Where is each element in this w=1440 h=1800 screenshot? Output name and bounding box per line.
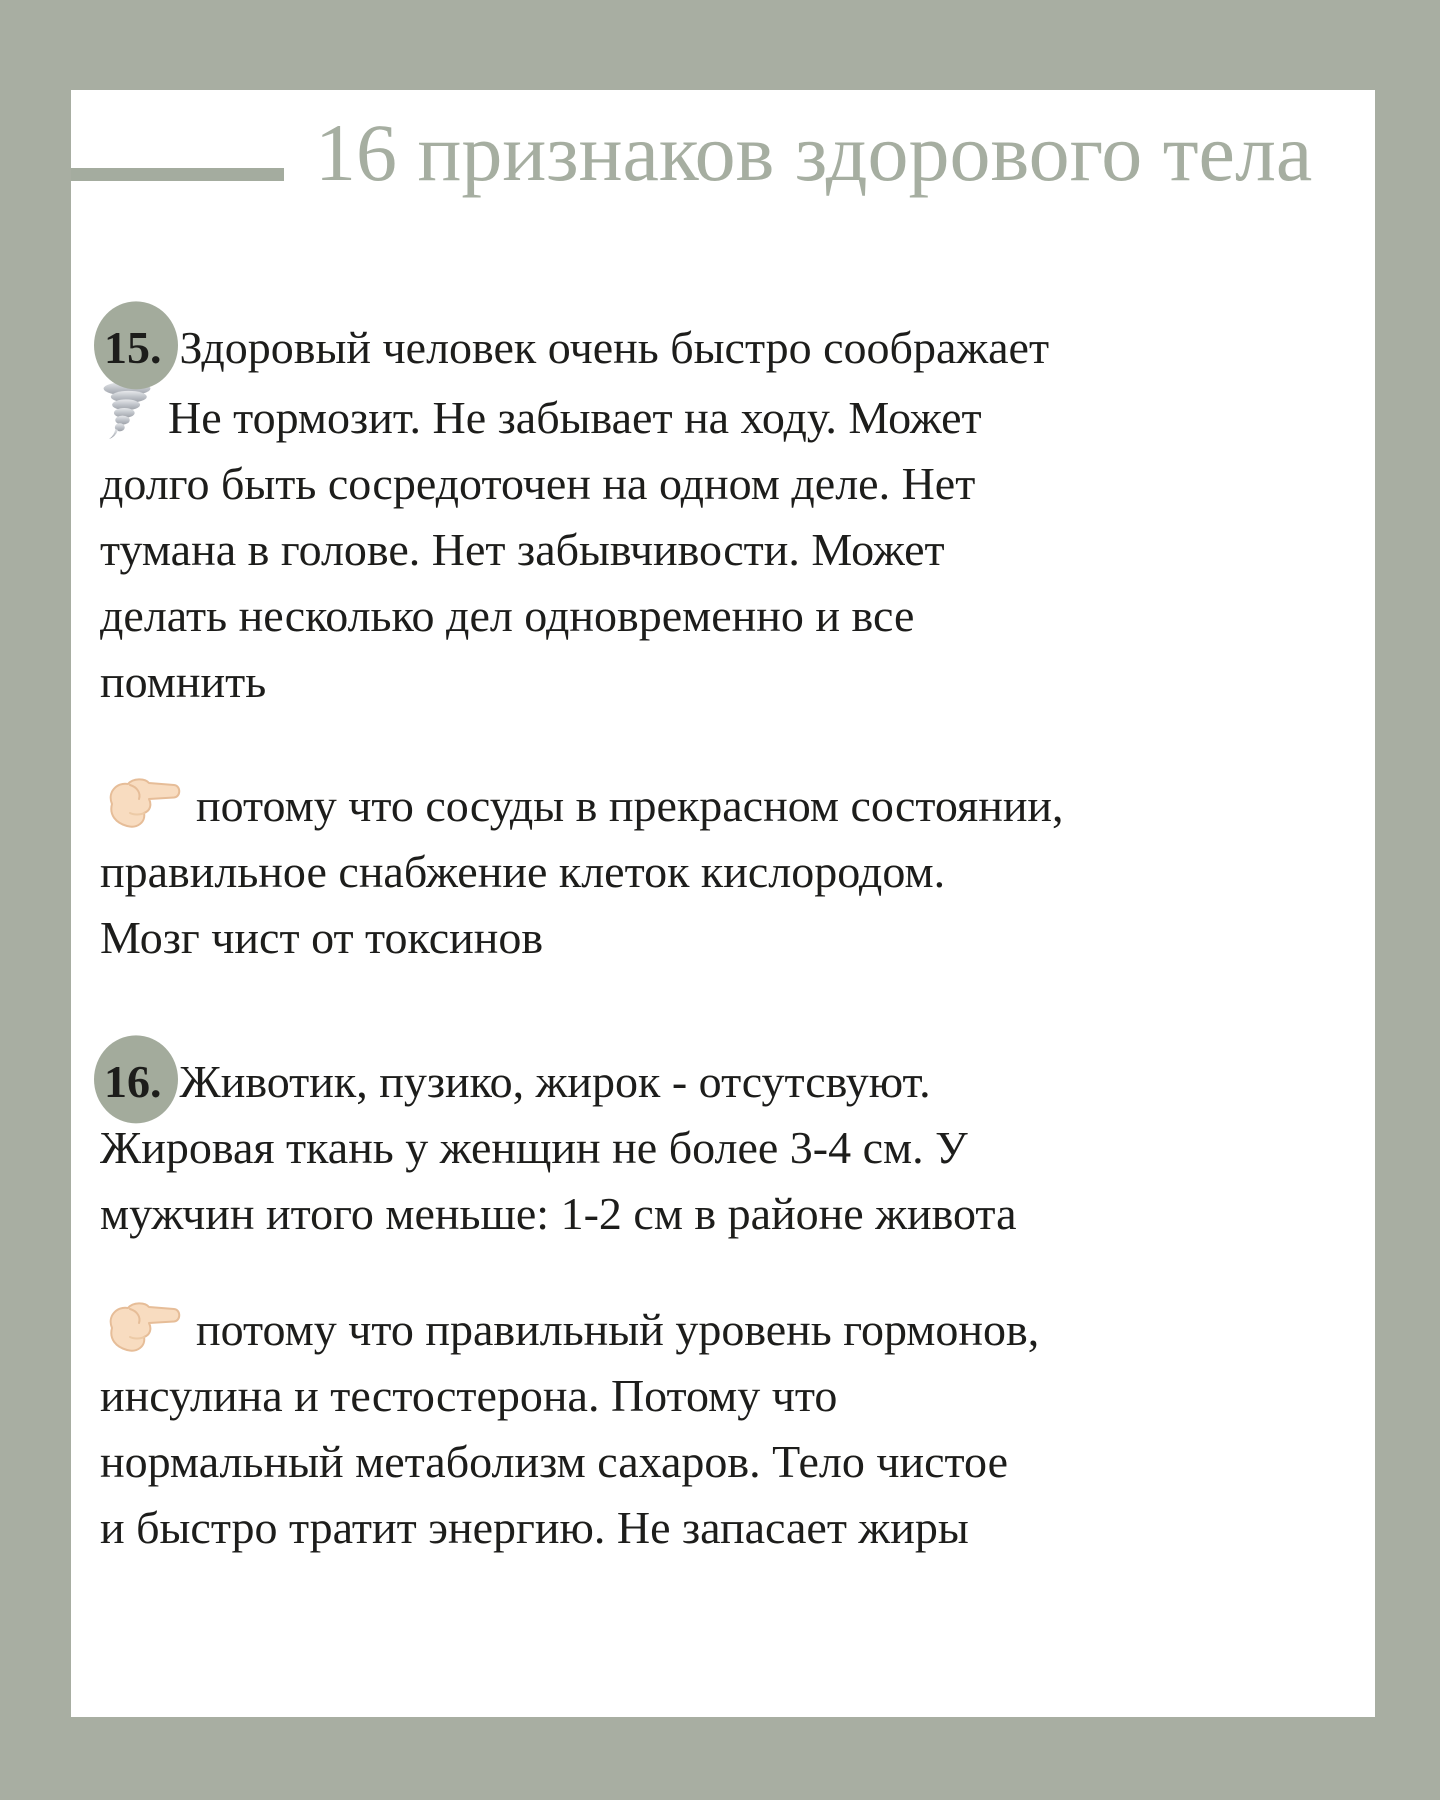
reason-16-line-2: инсулина и тестостерона. Потому что	[100, 1370, 838, 1421]
reason-15-text: потому что сосуды в прекрасном состоянии,	[196, 780, 1064, 831]
sign-15-line-5: делать несколько дел одновременно и все	[100, 590, 915, 641]
reason-16-block	[100, 1297, 1346, 1561]
reason-16-line-3: нормальный метаболизм сахаров. Тело чистое	[100, 1436, 1009, 1487]
tornado-icon	[100, 381, 154, 443]
sign-15-number-badge: 15.	[100, 315, 172, 381]
pointing-right-hand-icon	[100, 774, 184, 830]
sign-15-line-2	[100, 381, 1346, 451]
sign-15-line-4: тумана в голове. Нет забывчивости. Может	[100, 524, 945, 575]
sign-16-text: Животик, пузико, жирок - отсутсвуют.	[179, 1056, 931, 1107]
sign-16-line-1	[100, 1049, 1346, 1115]
sign-15-text: Не тормозит. Не забывает на ходу. Может	[168, 392, 982, 443]
sign-16-block	[100, 1049, 1346, 1247]
header	[71, 90, 1375, 215]
reason-16-text: потому что правильный уровень гормонов,	[196, 1304, 1040, 1355]
page-title: 16 признаков здорового тела	[315, 107, 1313, 198]
body-text	[71, 315, 1375, 1561]
reason-15-line-2: правильное снабжение клеток кислородом.	[100, 846, 946, 897]
reason-15-line-1	[100, 773, 1346, 839]
content-card	[71, 90, 1375, 1717]
sign-15-line-1	[100, 315, 1346, 381]
reason-16-line-4: и быстро тратит энергию. Не запасает жиры	[100, 1502, 969, 1553]
sign-16-line-3: мужчин итого меньше: 1-2 см в районе живота	[100, 1188, 1017, 1239]
sign-15-block	[100, 315, 1346, 715]
reason-16-line-1	[100, 1297, 1346, 1363]
reason-15-block	[100, 773, 1346, 971]
sign-16-number-badge: 16.	[100, 1049, 172, 1115]
sign-15-text: Здоровый человек очень быстро соображает	[179, 322, 1050, 373]
sign-15-line-3: долго быть сосредоточен на одном деле. Нет	[100, 458, 976, 509]
sign-16-line-2: Жировая ткань у женщин не более 3-4 см. У	[100, 1122, 968, 1173]
header-rule	[71, 168, 284, 181]
reason-15-line-3: Мозг чист от токсинов	[100, 912, 544, 963]
sign-15-line-6: помнить	[100, 656, 267, 707]
pointing-right-hand-icon	[100, 1298, 184, 1354]
